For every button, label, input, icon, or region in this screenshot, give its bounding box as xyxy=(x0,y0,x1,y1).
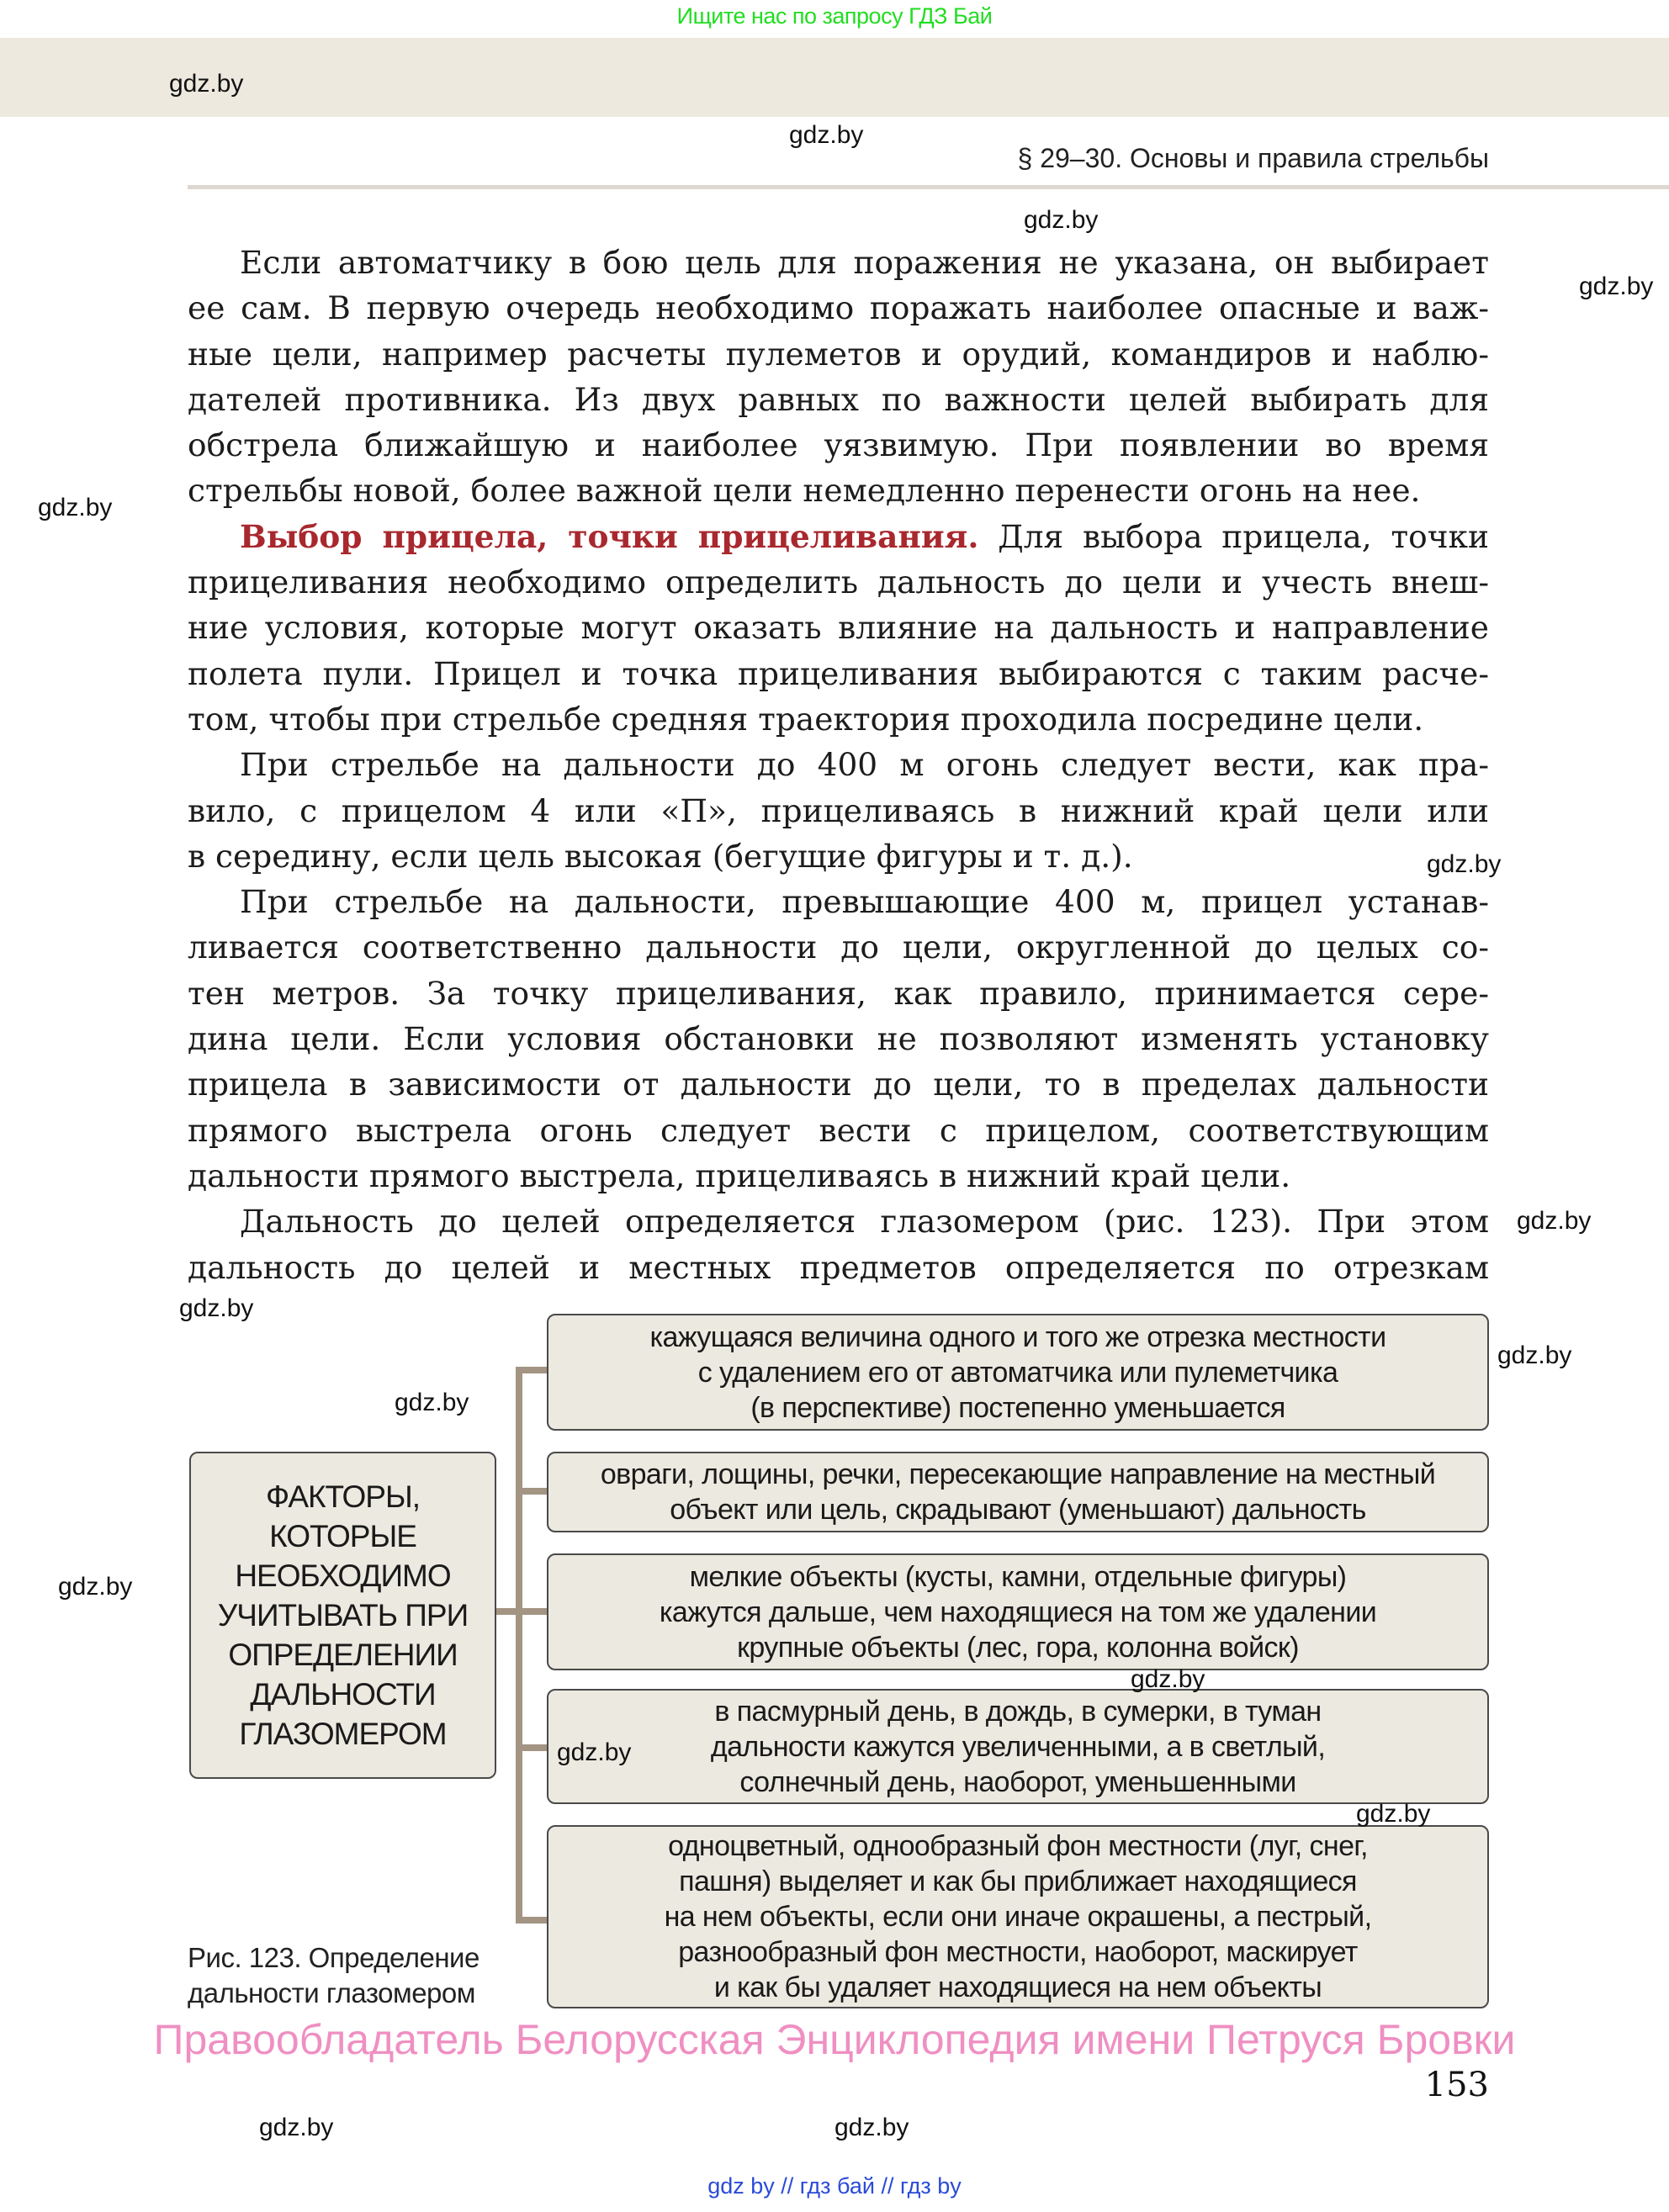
body-line-text: дальности прямого выстрела, прицеливаясь в нижний край цели. xyxy=(188,1156,1291,1194)
body-line xyxy=(188,422,1489,468)
body-line-text: том, чтобы при стрельбе средняя траектория проходила посредине цели. xyxy=(188,700,1424,738)
body-line xyxy=(188,1016,1489,1061)
section-lead-heading: Выбор прицела, точки прицеливания. xyxy=(240,517,979,555)
factor-line: и как бы удаляет находящиеся на нем объекты xyxy=(713,1971,1322,2003)
watermark: gdz.by xyxy=(1497,1341,1572,1369)
body-line xyxy=(188,696,1489,742)
body-line xyxy=(188,240,1489,285)
bottom-links[interactable]: gdz by // гдз бай // гдз by xyxy=(707,2173,962,2199)
caption-line: дальности глазомером xyxy=(188,1977,475,2008)
search-promo-banner: Ищите нас по запросу ГДЗ Бай xyxy=(676,3,993,29)
watermark: gdz.by xyxy=(1427,850,1502,878)
body-line xyxy=(188,971,1489,1016)
diagram-connector-branch xyxy=(516,1367,547,1373)
body-line xyxy=(188,788,1489,833)
body-line-text: полета пули. Прицел и точка прицеливания выбираются с таким расче- xyxy=(188,654,1489,692)
factor-line: пашня) выделяет и как бы приближает находящиеся xyxy=(679,1865,1357,1897)
body-line xyxy=(188,924,1489,970)
diagram-connector-branch xyxy=(516,1488,547,1495)
body-line xyxy=(188,331,1489,377)
caption-line: Рис. 123. Определение xyxy=(188,1942,480,1973)
body-line-text: вило, с прицелом 4 или «П», прицеливаясь в нижний край цели или xyxy=(188,791,1489,829)
factors-title-line: ФАКТОРЫ, xyxy=(266,1479,420,1514)
watermark: gdz.by xyxy=(179,1294,254,1322)
factor-line: кажущаяся величина одного и того же отрезка местности xyxy=(649,1320,1386,1353)
factor-line: солнечный день, наоборот, уменьшенными xyxy=(739,1765,1296,1798)
body-line-text: дина цели. Если условия обстановки не позволяют изменять установку xyxy=(188,1020,1489,1058)
body-line-text: Если автоматчику в бою цель для поражения не указана, он выбирает xyxy=(240,244,1489,281)
body-line xyxy=(188,559,1489,605)
factor-line: мелкие объекты (кусты, камни, отдельные фигуры) xyxy=(689,1560,1347,1593)
body-line-text: дальность до целей и местных предметов определяется по отрезкам xyxy=(188,1248,1489,1286)
factors-title-line: ДАЛЬНОСТИ xyxy=(250,1677,436,1712)
header-rule xyxy=(188,185,1669,189)
body-line xyxy=(188,651,1489,696)
body-line-text: прицела в зависимости от дальности до цели, то в пределах дальности xyxy=(188,1066,1489,1103)
watermark: gdz.by xyxy=(789,121,864,149)
body-line xyxy=(188,1061,1489,1107)
watermark: gdz.by xyxy=(834,2114,909,2141)
factors-title-line: УЧИТЫВАТЬ ПРИ xyxy=(217,1598,469,1633)
watermark: gdz.by xyxy=(1579,273,1654,300)
factor-line: в пасмурный день, в дождь, в сумерки, в туман xyxy=(714,1695,1322,1728)
factor-line: крупные объекты (лес, гора, колонна войск) xyxy=(737,1631,1299,1664)
header-band xyxy=(0,38,1669,117)
body-line-text: ее сам. В первую очередь необходимо поражать наиболее опасные и важ- xyxy=(188,289,1489,327)
factor-line: разнообразный фон местности, наоборот, маскирует xyxy=(678,1936,1358,1968)
watermark: gdz.by xyxy=(557,1738,632,1766)
body-line xyxy=(188,1108,1489,1153)
body-line xyxy=(188,742,1489,787)
body-line xyxy=(188,833,1489,879)
body-line xyxy=(188,879,1489,924)
body-line-text: прицеливания необходимо определить дальность до цели и учесть внеш- xyxy=(188,564,1489,601)
factor-box xyxy=(547,1689,1489,1804)
watermark: gdz.by xyxy=(1024,206,1099,234)
factors-title-line: ОПРЕДЕЛЕНИИ xyxy=(228,1638,458,1672)
body-line-text: в середину, если цель высокая (бегущие фигуры и т. д.). xyxy=(188,837,1133,875)
body-line-text: При стрельбе на дальности до 400 м огонь следует вести, как пра- xyxy=(240,746,1489,784)
body-line-text: При стрельбе на дальности, превышающие 400 м, прицел устанав- xyxy=(240,883,1489,921)
running-head: § 29–30. Основы и правила стрельбы xyxy=(1017,143,1489,173)
figure-caption xyxy=(188,1940,480,2011)
watermark: gdz.by xyxy=(1356,1800,1431,1828)
factor-box xyxy=(547,1314,1489,1431)
watermark: gdz.by xyxy=(38,494,113,521)
factor-line: с удалением его от автоматчика или пулеметчика xyxy=(697,1356,1338,1389)
body-line-text: прямого выстрела огонь следует вести с прицелом, соответствующим xyxy=(188,1111,1489,1149)
body-line xyxy=(188,1199,1489,1244)
factor-box xyxy=(547,1553,1489,1670)
body-line-text: ные цели, например расчеты пулеметов и орудий, командиров и наблю- xyxy=(188,335,1489,373)
watermark: gdz.by xyxy=(58,1573,133,1601)
body-line xyxy=(188,377,1489,422)
watermark: gdz.by xyxy=(169,70,244,98)
factor-line: дальности кажутся увеличенными, а в светлый, xyxy=(710,1730,1326,1763)
diagram-connector-main xyxy=(496,1608,547,1615)
body-line xyxy=(188,285,1489,331)
body-line xyxy=(188,468,1489,513)
body-line xyxy=(188,514,1489,559)
body-line xyxy=(188,1245,1489,1290)
factors-title-line: КОТОРЫЕ xyxy=(269,1519,416,1553)
body-line-text: ливается соответственно дальности до цели, округленной до целых со- xyxy=(188,929,1489,966)
factors-title-box xyxy=(189,1452,496,1779)
body-line-text: обстрела ближайшую и наиболее уязвимую. При появлении во время xyxy=(188,426,1489,464)
factor-line: объект или цель, скрадывают (уменьшают) дальность xyxy=(670,1494,1366,1526)
body-line-text: дателей противника. Из двух равных по важности целей выбирать для xyxy=(188,380,1489,418)
watermark: gdz.by xyxy=(395,1389,469,1416)
diagram-connector-vertical xyxy=(516,1367,522,1924)
watermark: gdz.by xyxy=(1131,1665,1205,1693)
body-line-text: Дальность до целей определяется глазомером (рис. 123). При этом xyxy=(240,1203,1489,1241)
copyright-notice: Правообладатель Белорусская Энциклопедия имени Петруся Бровки xyxy=(153,2016,1516,2063)
body-line xyxy=(188,605,1489,650)
factors-title-line: ГЛАЗОМЕРОМ xyxy=(239,1717,447,1751)
factor-line: на нем объекты, если они иначе окрашены, а пестрый, xyxy=(664,1901,1372,1933)
page-number: 153 xyxy=(1424,2066,1489,2104)
factor-line: (в перспективе) постепенно уменьшается xyxy=(750,1391,1285,1424)
body-text xyxy=(188,240,1489,1290)
watermark: gdz.by xyxy=(1517,1207,1592,1235)
factor-box xyxy=(547,1825,1489,2008)
body-line-text: ние условия, которые могут оказать влияние на дальность и направление xyxy=(188,609,1489,647)
factor-line: овраги, лощины, речки, пересекающие направление на местный xyxy=(600,1458,1436,1490)
diagram-connector-branch xyxy=(516,1917,547,1924)
factor-line: кажутся дальше, чем находящиеся на том же удалении xyxy=(659,1595,1377,1628)
factor-line: одноцветный, однообразный фон местности (луг, снег, xyxy=(668,1830,1368,1862)
watermark: gdz.by xyxy=(259,2114,334,2141)
diagram-connector-branch xyxy=(516,1744,547,1751)
factors-title-line: НЕОБХОДИМО xyxy=(235,1558,451,1593)
body-line-text: Для выбора прицела, точки xyxy=(978,517,1489,555)
body-line-text: тен метров. За точку прицеливания, как правило, принимается сере- xyxy=(188,974,1489,1012)
body-line xyxy=(188,1153,1489,1199)
factor-box xyxy=(547,1452,1489,1532)
body-line-text: стрельбы новой, более важной цели немедленно перенести огонь на нее. xyxy=(188,472,1421,510)
